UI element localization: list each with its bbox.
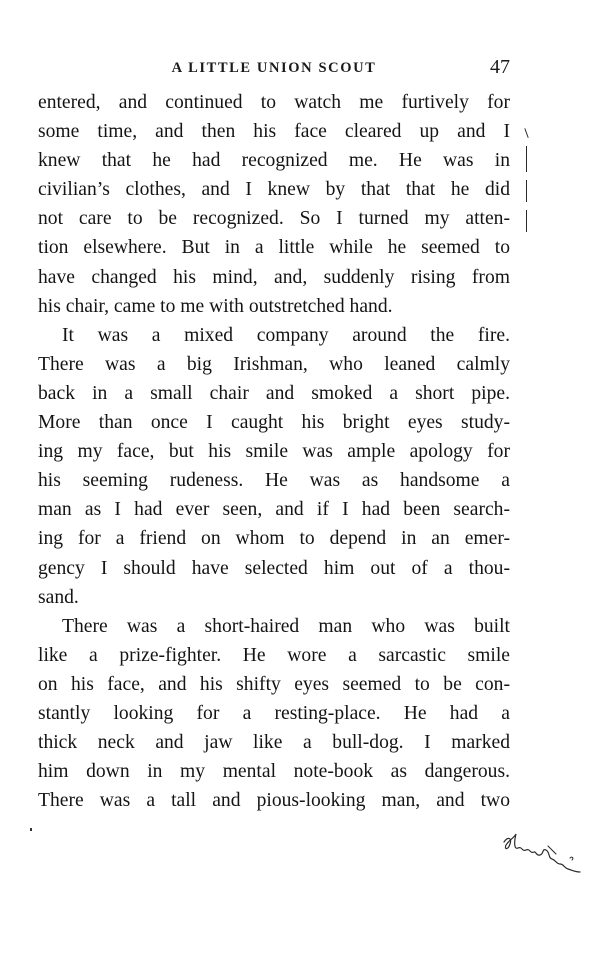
text-line: tion elsewhere. But in a little while he seemed to — [38, 237, 510, 259]
text-line: like a prize-fighter. He wore a sarcastic smile — [38, 644, 510, 666]
text-line: stantly looking for a resting-place. He had a — [38, 702, 510, 724]
text-line: civilian’s clothes, and I knew by that that he did — [38, 179, 510, 201]
pencil-stroke — [524, 128, 529, 138]
text-line: some time, and then his face cleared up and I — [38, 121, 510, 143]
text-line: knew that he had recognized me. He was in — [38, 150, 510, 172]
text-line: on his face, and his shifty eyes seemed to be con- — [38, 673, 510, 695]
text-line: There was a tall and pious-looking man, and two — [38, 790, 510, 812]
running-title: A LITTLE UNION SCOUT — [171, 60, 377, 76]
text-line: ing for a friend on whom to depend in an emer- — [38, 528, 510, 550]
text-line: his chair, came to me with outstretched hand. — [38, 295, 393, 317]
body-text — [38, 88, 510, 815]
text-line: back in a small chair and smoked a short pipe. — [38, 382, 510, 404]
text-line: gency I should have selected him out of a thou- — [38, 557, 510, 579]
paragraph-start-line: There was a short-haired man who was built — [62, 615, 510, 637]
text-line: ing my face, but his smile was ample apology for — [38, 441, 510, 463]
text-line: entered, and continued to watch me furtively for — [38, 92, 510, 113]
text-line: him down in my mental note-book as dangerous. — [38, 761, 510, 783]
handwritten-annotation — [500, 828, 586, 884]
text-line: thick neck and jaw like a bull-dog. I marked — [38, 732, 510, 754]
text-line: There was a big Irishman, who leaned calmly — [38, 353, 510, 375]
page-number: 47 — [490, 56, 510, 78]
pencil-stroke — [526, 180, 527, 202]
stray-mark — [30, 828, 32, 831]
pencil-stroke — [526, 210, 527, 232]
margin-pencil-marks — [524, 128, 530, 234]
text-line: sand. — [38, 586, 79, 608]
text-line: man as I had ever seen, and if I had been search- — [38, 499, 510, 521]
running-head — [38, 56, 510, 82]
text-line: his seeming rudeness. He was as handsome a — [38, 470, 510, 492]
text-line: have changed his mind, and, suddenly rising from — [38, 266, 510, 288]
text-line: More than once I caught his bright eyes study- — [38, 412, 510, 434]
text-line: not care to be recognized. So I turned my atten- — [38, 208, 510, 230]
pencil-stroke — [526, 146, 527, 172]
paragraph-start-line: It was a mixed company around the fire. — [62, 324, 510, 346]
